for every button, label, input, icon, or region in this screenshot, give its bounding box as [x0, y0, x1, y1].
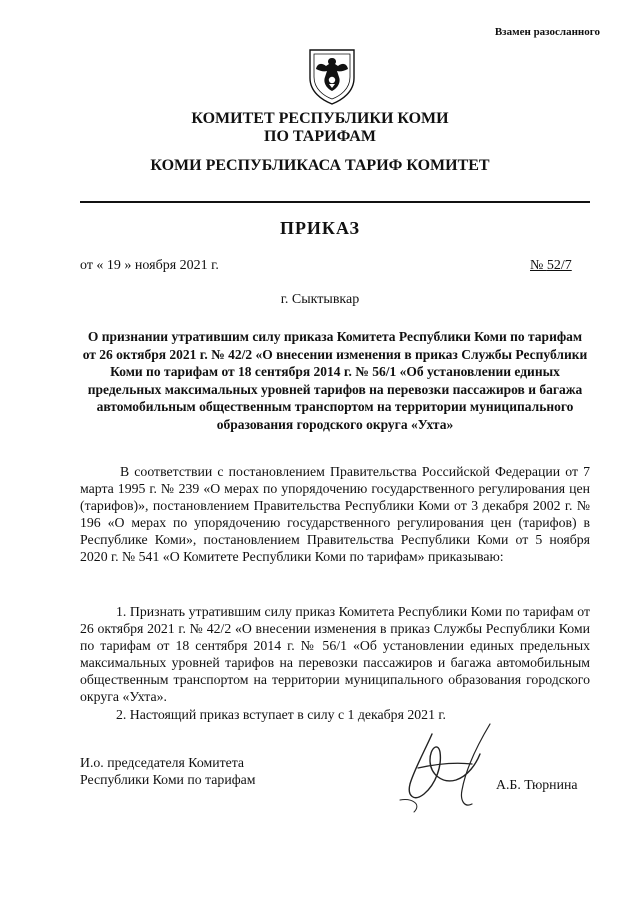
org-name-line-1: КОМИТЕТ РЕСПУБЛИКИ КОМИ: [191, 110, 449, 127]
item-1-paragraph: 1. Признать утратившим силу приказ Комитета Республики Коми по тарифам от 26 октября 2021 г. № 42/2 «О внесении изменения в приказ Службы Республики Коми по тарифам от 18 сентября 2014 г. № 56/1 «Об установлении единых предельных максимальных уровней тарифов на перевозки пассажиров и багажа автомобильным общественным транспортом на территории муниципального образования городского округа «Ухта».: [80, 604, 590, 704]
org-name-komi: КОМИ РЕСПУБЛИКАСА ТАРИФ КОМИТЕТ: [150, 157, 490, 174]
signatory-name: А.Б. Тюрнина: [496, 777, 578, 792]
komi-coat-of-arms-icon: [306, 44, 358, 106]
number-value: 52/7: [546, 258, 572, 273]
document-title: ПРИКАЗ: [279, 218, 361, 238]
header-divider: [80, 201, 590, 203]
top-note: Взамен разосланного: [494, 26, 600, 38]
document-date: от « 19 » ноября 2021 г.: [80, 258, 219, 273]
signatory-position-line-1: И.о. председателя Комитета: [80, 755, 245, 770]
handwritten-signature-icon: [392, 718, 504, 820]
signatory-position-line-2: Республики Коми по тарифам: [80, 772, 256, 787]
document-subject: О признании утратившим силу приказа Комитета Республики Коми по тарифам от 26 октября 2021 г. № 42/2 «О внесении изменения в приказ Службы Республики Коми по тарифам от 18 сентября 2014 г. № 56/1 «Об установлении единых предельных максимальных уровней тарифов на перевозки пассажиров и багажа автомобильным общественным транспортом на территории муниципального образования городского округа «Ухта»: [82, 329, 588, 432]
document-city: г. Сыктывкар: [280, 292, 360, 307]
number-prefix: №: [530, 258, 547, 273]
document-number: [530, 258, 572, 274]
item-2-paragraph: 2. Настоящий приказ вступает в силу с 1 декабря 2021 г.: [116, 707, 446, 722]
preamble-paragraph: В соответствии с постановлением Правительства Российской Федерации от 7 марта 1995 г. № 239 «О мерах по упорядочению государственного регулирования цен (тарифов)», постановлением Правительства Республики Коми от 3 декабря 2002 г. № 196 «О мерах по упорядочению государственного регулирования цен (тарифов) в Республике Коми», постановлением Правительства Республики Коми от 5 ноября 2020 г. № 541 «О Комитете Республики Коми по тарифам» приказываю:: [80, 464, 590, 564]
org-name-line-2: ПО ТАРИФАМ: [264, 128, 376, 145]
signatory-position: [80, 754, 256, 788]
